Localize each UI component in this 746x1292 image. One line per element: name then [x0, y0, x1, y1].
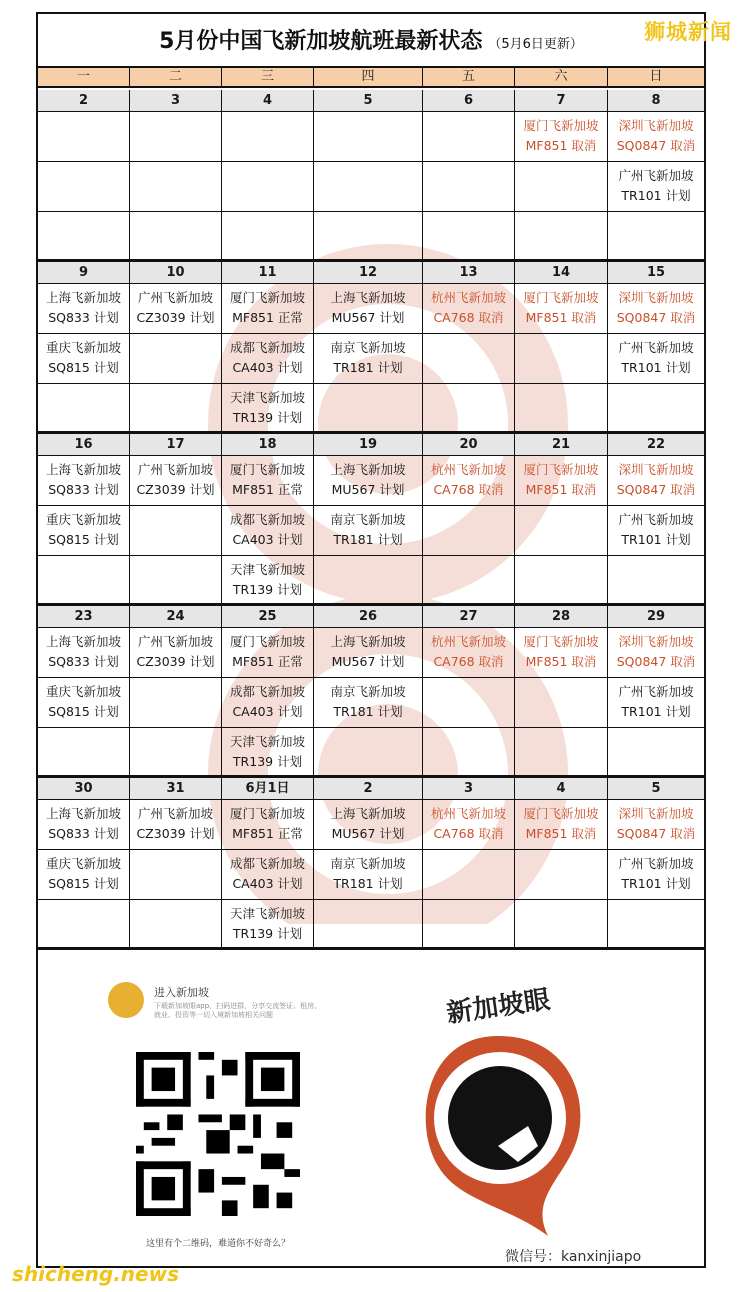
date-cell: 21: [515, 434, 608, 455]
flight-cell: [608, 506, 704, 555]
flight-cell: [608, 728, 704, 778]
flight-row: [38, 506, 704, 556]
flight-cell: [130, 284, 222, 333]
flight-cell: [38, 212, 130, 262]
date-row: [38, 90, 704, 112]
flight-cell: [515, 850, 608, 899]
flight-route: 广州飞新加坡: [137, 806, 213, 821]
flight-cell: [515, 678, 608, 727]
flight-route: 深圳飞新加坡: [618, 634, 694, 649]
flight-route: 广州飞新加坡: [137, 290, 213, 305]
flight-status: MU567 计划: [331, 482, 405, 497]
flight-status: TR139 计划: [232, 926, 303, 941]
flight-cell: [314, 556, 423, 606]
flight-status: TR139 计划: [232, 754, 303, 769]
title-row: [38, 14, 704, 64]
flight-cell: [130, 628, 222, 677]
flight-cell: [130, 678, 222, 727]
flight-cell: [314, 506, 423, 555]
flight-cell: [423, 334, 515, 383]
flight-cell: [130, 384, 222, 434]
flight-row: [38, 456, 704, 506]
flight-status: TR101 计划: [621, 704, 691, 719]
flight-cell: [423, 556, 515, 606]
flight-cell: [222, 384, 314, 434]
flight-status: TR101 计划: [621, 532, 691, 547]
wechat-id: 微信号：kanxinjiapo: [505, 1249, 642, 1265]
date-cell: 27: [423, 606, 515, 627]
flight-status: CA403 计划: [232, 704, 303, 719]
flight-cell: [222, 900, 314, 950]
flight-cell: [38, 456, 130, 505]
flight-row: [38, 728, 704, 778]
flight-cell: [515, 900, 608, 950]
qr-code-icon[interactable]: [136, 1052, 300, 1216]
eye-logo-icon: [398, 966, 598, 1246]
flight-status: CZ3039 计划: [136, 654, 215, 669]
flight-cell: [515, 628, 608, 677]
flight-cell: [38, 800, 130, 849]
date-cell: 17: [130, 434, 222, 455]
flight-route: 上海飞新加坡: [330, 806, 406, 821]
flight-cell: [423, 212, 515, 262]
flight-cell: [130, 506, 222, 555]
brand-watermark: 狮城新闻: [644, 20, 732, 44]
flight-cell: [38, 556, 130, 606]
flight-status: CZ3039 计划: [136, 310, 215, 325]
flight-cell: [130, 456, 222, 505]
weekday-0: 一: [38, 68, 130, 86]
date-cell: 23: [38, 606, 130, 627]
date-cell: 22: [646, 437, 666, 452]
flight-cell: [515, 506, 608, 555]
flight-status: CA768 取消: [433, 310, 504, 325]
date-cell: 7: [515, 90, 608, 111]
flight-cell: [130, 900, 222, 950]
flight-status: CA403 计划: [232, 532, 303, 547]
flight-cell: [314, 334, 423, 383]
flight-cell: [38, 334, 130, 383]
flight-route: 成都飞新加坡: [229, 512, 305, 527]
flight-cell: [314, 112, 423, 161]
flight-cell: [130, 556, 222, 606]
calendar-week: [38, 262, 704, 434]
flight-route: 南京飞新加坡: [330, 856, 406, 871]
date-cell: 25: [222, 606, 314, 627]
flight-cell: [608, 284, 704, 333]
date-cell: 13: [423, 262, 515, 283]
date-cell: 8: [651, 93, 661, 108]
flight-status: SQ0847 取消: [616, 310, 696, 325]
schedule-poster: [36, 12, 706, 1268]
calendar-week: [38, 90, 704, 262]
flight-cell: [423, 850, 515, 899]
flight-cell: [38, 728, 130, 778]
flight-status: SQ815 计划: [48, 360, 119, 375]
date-cell: 14: [515, 262, 608, 283]
flight-route: 上海飞新加坡: [45, 462, 121, 477]
calendar-week: [38, 778, 704, 950]
flight-row: [38, 384, 704, 434]
date-cell: 28: [515, 606, 608, 627]
flight-cell: [222, 678, 314, 727]
flight-cell: [515, 212, 608, 262]
qr-caption: 这里有个二维码，难道你不好奇么？: [146, 1239, 291, 1249]
flight-cell: [222, 284, 314, 333]
flight-cell: [130, 212, 222, 262]
flight-cell: [423, 800, 515, 849]
flight-cell: [608, 384, 704, 434]
flight-cell: [608, 900, 704, 950]
flight-row: [38, 800, 704, 850]
date-row: [38, 434, 704, 456]
flight-status: SQ0847 取消: [616, 826, 696, 841]
flight-status: TR101 计划: [621, 360, 691, 375]
flight-route: 厦门飞新加坡: [523, 462, 599, 477]
flight-cell: [38, 162, 130, 211]
flight-cell: [314, 800, 423, 849]
flight-status: SQ833 计划: [48, 482, 119, 497]
date-cell: 11: [222, 262, 314, 283]
flight-route: 天津飞新加坡: [229, 734, 305, 749]
flight-cell: [515, 112, 608, 161]
date-row: [38, 778, 704, 800]
flight-route: 杭州飞新加坡: [430, 462, 506, 477]
date-cell: 9: [38, 262, 130, 283]
date-row: [38, 262, 704, 284]
flight-cell: [314, 162, 423, 211]
flight-route: 广州飞新加坡: [618, 168, 694, 183]
flight-row: [38, 556, 704, 606]
flight-route: 深圳飞新加坡: [618, 462, 694, 477]
flight-route: 上海飞新加坡: [330, 634, 406, 649]
flight-cell: [314, 284, 423, 333]
flight-cell: [38, 112, 130, 161]
weekday-6: 日: [649, 69, 663, 84]
flight-cell: [38, 900, 130, 950]
flight-route: 重庆飞新加坡: [45, 340, 121, 355]
flight-status: CA768 取消: [433, 482, 504, 497]
flight-route: 广州飞新加坡: [137, 634, 213, 649]
flight-cell: [423, 384, 515, 434]
flight-cell: [314, 456, 423, 505]
flight-route: 深圳飞新加坡: [618, 118, 694, 133]
flight-status: SQ815 计划: [48, 532, 119, 547]
site-watermark: shicheng.news: [12, 1262, 179, 1286]
flight-route: 厦门飞新加坡: [229, 806, 305, 821]
date-cell: 2: [38, 90, 130, 111]
flight-route: 厦门飞新加坡: [229, 462, 305, 477]
flight-cell: [314, 628, 423, 677]
flight-status: TR101 计划: [621, 188, 691, 203]
flight-cell: [222, 112, 314, 161]
flight-cell: [423, 628, 515, 677]
weekday-4: 五: [423, 68, 515, 86]
date-cell: 6月1日: [222, 778, 314, 799]
flight-route: 深圳飞新加坡: [618, 806, 694, 821]
flight-status: MU567 计划: [331, 310, 405, 325]
flight-cell: [222, 506, 314, 555]
brand-logo: [398, 966, 598, 1246]
date-cell: 15: [646, 265, 666, 280]
flight-cell: [38, 628, 130, 677]
flight-route: 天津飞新加坡: [229, 906, 305, 921]
flight-cell: [515, 334, 608, 383]
flight-cell: [38, 850, 130, 899]
flight-status: MF851 正常: [232, 482, 303, 497]
date-cell: 5: [651, 781, 661, 796]
flight-route: 厦门飞新加坡: [229, 634, 305, 649]
flight-cell: [515, 800, 608, 849]
flight-cell: [130, 334, 222, 383]
date-cell: 5: [314, 90, 423, 111]
flight-route: 成都飞新加坡: [229, 856, 305, 871]
flight-cell: [515, 162, 608, 211]
page-title: 5月份中国飞新加坡航班最新状态: [159, 28, 483, 54]
flight-status: TR139 计划: [232, 582, 303, 597]
flight-cell: [38, 384, 130, 434]
flight-row: [38, 628, 704, 678]
flight-row: [38, 162, 704, 212]
flight-status: SQ815 计划: [48, 876, 119, 891]
flight-status: SQ0847 取消: [616, 138, 696, 153]
flight-route: 上海飞新加坡: [45, 806, 121, 821]
date-cell: 4: [515, 778, 608, 799]
date-cell: 29: [646, 609, 666, 624]
date-cell: 30: [38, 778, 130, 799]
flight-row: [38, 334, 704, 384]
flight-cell: [38, 506, 130, 555]
flight-status: MF851 正常: [232, 310, 303, 325]
flight-cell: [515, 556, 608, 606]
date-cell: 20: [423, 434, 515, 455]
flight-cell: [222, 456, 314, 505]
flight-status: TR181 计划: [333, 532, 403, 547]
flight-status: MF851 正常: [232, 826, 303, 841]
flight-cell: [130, 850, 222, 899]
calendar-week: [38, 606, 704, 778]
flight-cell: [222, 628, 314, 677]
flight-cell: [222, 800, 314, 849]
flight-row: [38, 112, 704, 162]
flight-status: SQ815 计划: [48, 704, 119, 719]
flight-route: 广州飞新加坡: [618, 684, 694, 699]
flight-status: MF851 取消: [525, 138, 597, 153]
flight-status: MU567 计划: [331, 654, 405, 669]
flight-cell: [423, 284, 515, 333]
flight-cell: [515, 284, 608, 333]
date-cell: 4: [222, 90, 314, 111]
date-cell: 10: [130, 262, 222, 283]
flight-cell: [314, 384, 423, 434]
flight-route: 杭州飞新加坡: [430, 634, 506, 649]
flight-route: 厦门飞新加坡: [523, 290, 599, 305]
flight-cell: [222, 334, 314, 383]
flight-status: CA403 计划: [232, 360, 303, 375]
calendar-grid: [38, 90, 704, 950]
date-cell: 2: [314, 778, 423, 799]
flight-status: MU567 计划: [331, 826, 405, 841]
flight-route: 重庆飞新加坡: [45, 684, 121, 699]
flight-row: [38, 850, 704, 900]
flight-cell: [130, 800, 222, 849]
flight-route: 上海飞新加坡: [330, 290, 406, 305]
flight-cell: [38, 678, 130, 727]
flight-route: 深圳飞新加坡: [618, 290, 694, 305]
flight-status: TR181 计划: [333, 360, 403, 375]
flight-status: SQ833 计划: [48, 654, 119, 669]
footer: [38, 956, 704, 1268]
flight-status: CA403 计划: [232, 876, 303, 891]
flight-route: 成都飞新加坡: [229, 340, 305, 355]
flight-status: MF851 取消: [525, 654, 597, 669]
flight-route: 天津飞新加坡: [229, 562, 305, 577]
flight-cell: [608, 112, 704, 161]
flight-route: 上海飞新加坡: [330, 462, 406, 477]
flight-route: 天津飞新加坡: [229, 390, 305, 405]
update-note: （5月6日更新）: [488, 36, 583, 52]
flight-status: SQ833 计划: [48, 826, 119, 841]
flight-route: 上海飞新加坡: [45, 290, 121, 305]
flight-route: 厦门飞新加坡: [523, 806, 599, 821]
flight-status: TR181 计划: [333, 876, 403, 891]
logo-text: 新加坡眼: [444, 984, 552, 1030]
flight-cell: [608, 678, 704, 727]
weekday-header: [38, 66, 704, 88]
flight-cell: [314, 728, 423, 778]
flight-cell: [222, 162, 314, 211]
flight-status: MF851 取消: [525, 310, 597, 325]
flight-route: 重庆飞新加坡: [45, 856, 121, 871]
date-cell: 24: [130, 606, 222, 627]
flight-row: [38, 284, 704, 334]
flight-cell: [423, 112, 515, 161]
qr-description: 下载新加坡眼app，扫码进群，分享交流签证、租房、就业、投资等一切入境新加坡相关问题: [154, 1002, 322, 1019]
date-cell: 12: [314, 262, 423, 283]
flight-status: SQ0847 取消: [616, 654, 696, 669]
flight-cell: [222, 728, 314, 778]
flight-row: [38, 900, 704, 950]
date-cell: 16: [38, 434, 130, 455]
flight-cell: [608, 556, 704, 606]
weekday-3: 四: [314, 68, 423, 86]
flight-cell: [314, 900, 423, 950]
flight-route: 南京飞新加坡: [330, 512, 406, 527]
flight-cell: [515, 384, 608, 434]
flight-route: 上海飞新加坡: [45, 634, 121, 649]
date-row: [38, 606, 704, 628]
flight-cell: [608, 162, 704, 211]
flight-route: 成都飞新加坡: [229, 684, 305, 699]
flight-cell: [222, 212, 314, 262]
flight-status: TR139 计划: [232, 410, 303, 425]
flight-cell: [515, 456, 608, 505]
flight-cell: [423, 678, 515, 727]
flight-route: 厦门飞新加坡: [523, 118, 599, 133]
flight-cell: [423, 728, 515, 778]
flight-cell: [222, 556, 314, 606]
flight-route: 重庆飞新加坡: [45, 512, 121, 527]
flight-cell: [423, 162, 515, 211]
calendar-week: [38, 434, 704, 606]
flight-status: CZ3039 计划: [136, 482, 215, 497]
date-cell: 18: [222, 434, 314, 455]
flight-route: 广州飞新加坡: [618, 512, 694, 527]
flight-cell: [38, 284, 130, 333]
flight-cell: [608, 334, 704, 383]
flight-route: 厦门飞新加坡: [523, 634, 599, 649]
flight-cell: [423, 900, 515, 950]
flight-row: [38, 678, 704, 728]
flight-status: CZ3039 计划: [136, 826, 215, 841]
flight-status: TR101 计划: [621, 876, 691, 891]
flight-route: 广州飞新加坡: [618, 340, 694, 355]
flight-cell: [314, 850, 423, 899]
flight-route: 南京飞新加坡: [330, 340, 406, 355]
flight-status: MF851 取消: [525, 826, 597, 841]
flight-cell: [608, 800, 704, 849]
flight-row: [38, 212, 704, 262]
flight-route: 南京飞新加坡: [330, 684, 406, 699]
weekday-5: 六: [515, 68, 608, 86]
date-cell: 3: [130, 90, 222, 111]
date-cell: 3: [423, 778, 515, 799]
flight-status: SQ0847 取消: [616, 482, 696, 497]
flight-cell: [314, 678, 423, 727]
date-cell: 31: [130, 778, 222, 799]
date-cell: 19: [314, 434, 423, 455]
flight-cell: [130, 728, 222, 778]
flight-cell: [130, 162, 222, 211]
flight-cell: [423, 456, 515, 505]
flight-cell: [423, 506, 515, 555]
flight-cell: [608, 212, 704, 262]
flight-cell: [222, 850, 314, 899]
date-cell: 26: [314, 606, 423, 627]
flight-status: TR181 计划: [333, 704, 403, 719]
flight-cell: [130, 112, 222, 161]
flight-cell: [515, 728, 608, 778]
flight-status: CA768 取消: [433, 826, 504, 841]
weekday-2: 三: [222, 68, 314, 86]
flight-status: SQ833 计划: [48, 310, 119, 325]
flight-route: 广州飞新加坡: [137, 462, 213, 477]
flight-cell: [314, 212, 423, 262]
date-cell: 6: [423, 90, 515, 111]
flight-route: 杭州飞新加坡: [430, 806, 506, 821]
flight-cell: [608, 628, 704, 677]
flight-cell: [608, 456, 704, 505]
flight-route: 广州飞新加坡: [618, 856, 694, 871]
enter-label: 进入新加坡: [154, 986, 209, 999]
flight-route: 杭州飞新加坡: [430, 290, 506, 305]
flight-cell: [608, 850, 704, 899]
flight-status: MF851 正常: [232, 654, 303, 669]
avatar: [108, 982, 144, 1018]
weekday-1: 二: [130, 68, 222, 86]
flight-route: 厦门飞新加坡: [229, 290, 305, 305]
flight-status: MF851 取消: [525, 482, 597, 497]
flight-status: CA768 取消: [433, 654, 504, 669]
